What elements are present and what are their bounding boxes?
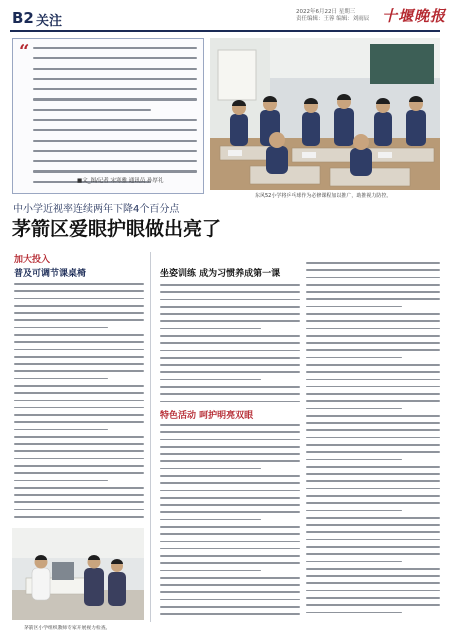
text-line [160,431,300,433]
text-line [33,98,197,100]
text-line [14,501,144,503]
text-line [306,488,440,490]
text-line [14,290,144,292]
text-line [160,386,300,388]
text-line [160,393,300,395]
text-line [160,570,261,572]
text-line [306,517,440,519]
text-line [14,312,144,314]
editor-line: 责任编辑：王蓉 编辑：刘雨辰 [296,16,370,22]
text-line [306,546,440,548]
text-line [33,170,197,172]
text-line [14,509,144,511]
text-line [160,541,300,543]
text-line [14,327,108,329]
text-line [306,451,440,453]
article-column-3 [306,262,440,619]
text-line [160,475,300,477]
text-line [160,371,300,373]
text-line [33,160,197,162]
text-line [306,335,440,337]
text-line [160,453,300,455]
text-line [14,298,144,300]
text-line [306,291,440,293]
text-line [160,313,300,315]
quote-icon: “ [19,41,30,62]
text-line [33,150,197,152]
page-number: B2 [12,9,34,27]
text-line [14,283,144,285]
editorial-text [33,47,197,191]
text-line [14,421,144,423]
text-line [160,584,300,586]
text-line [160,439,300,441]
text-line [306,328,440,330]
text-line [160,490,300,492]
text-line [306,590,440,592]
text-line [306,568,440,570]
text-line [160,497,300,499]
eye-exam-photo [12,528,144,620]
text-line [306,429,440,431]
text-line [306,277,440,279]
text-line [306,415,440,417]
article-column-1 [14,283,144,523]
text-line [33,119,197,121]
text-line [306,349,440,351]
masthead-logo: 十堰晚报 [382,7,447,25]
text-line [306,524,440,526]
article-column-2-top [160,284,300,408]
text-line [306,531,440,533]
text-line [306,320,440,322]
section-name: 关注 [36,14,63,29]
text-line [306,473,440,475]
text-line [14,407,144,409]
text-line [306,393,440,395]
text-line [14,349,144,351]
text-line [306,357,402,359]
text-line [306,262,440,264]
text-line [14,341,144,343]
byline: ■文_图/记者 宋寒雅 通讯员 孙厚礼 [77,178,164,184]
text-line [306,342,440,344]
text-line [160,555,300,557]
text-line [160,291,300,293]
text-line [160,306,300,308]
text-line [14,334,144,336]
text-line [160,364,300,366]
text-line [306,553,440,555]
text-line [160,519,261,521]
text-line [306,480,440,482]
text-line [14,392,144,394]
text-line [306,510,402,512]
text-line [160,284,300,286]
text-line [306,400,440,402]
editorial-box [12,38,204,194]
text-line [14,436,144,438]
text-line [33,129,197,131]
text-line [14,443,144,445]
section-heading-3: 特色活动 呵护明亮双眼 [160,411,254,421]
text-line [33,109,151,111]
article-column-2-bottom [160,424,300,621]
text-line [160,401,300,403]
text-line [160,606,300,608]
page-header [0,0,450,36]
text-line [14,370,144,372]
section-heading-2: 坐姿训练 成为习惯养成第一课 [160,269,281,279]
text-line [14,472,144,474]
text-line [306,575,440,577]
small-photo-caption: 茅箭区小学组织教师专家开展视力检查。 [24,626,111,631]
text-line [306,466,440,468]
text-line [306,539,440,541]
text-line [306,597,440,599]
text-line [160,482,300,484]
text-line [160,335,300,337]
date-line: 2022年6月22日 星期三 [296,9,356,15]
text-line [306,582,440,584]
text-line [160,460,300,462]
text-line [160,504,300,506]
text-line [160,320,300,322]
text-line [14,385,144,387]
text-line [33,78,197,80]
kicker-label: 加大投入 [14,255,51,265]
text-line [14,429,108,431]
text-line [306,408,402,410]
text-line [33,140,197,142]
photo-caption: 东风52小学将乒乓球作为必修课程加以推广，助推视力防控。 [255,193,392,199]
text-line [160,342,300,344]
text-line [306,298,440,300]
text-line [14,494,144,496]
text-line [14,319,144,321]
text-line [306,386,440,388]
text-line [14,458,144,460]
text-line [160,468,261,470]
text-line [160,299,300,301]
text-line [160,613,300,615]
text-line [33,57,197,59]
text-line [160,533,300,535]
text-line [306,364,440,366]
text-line [306,495,440,497]
text-line [306,379,440,381]
text-line [160,424,300,426]
text-line [33,88,197,90]
text-line [160,599,300,601]
text-line [160,328,261,330]
text-line [306,422,440,424]
text-line [14,378,108,380]
text-line [160,591,300,593]
header-rule [10,30,440,32]
text-line [306,306,402,308]
text-line [14,465,144,467]
text-line [306,561,402,563]
text-line [306,371,440,373]
text-line [306,437,440,439]
text-line [160,577,300,579]
text-line [14,450,144,452]
text-line [160,511,300,513]
column-divider [150,252,151,622]
text-line [160,357,300,359]
text-line [33,47,197,49]
text-line [14,487,144,489]
text-line [306,284,440,286]
text-line [160,379,261,381]
text-line [306,604,440,606]
headline: 茅箭区爱眼护眼做出亮了 [12,218,222,240]
text-line [160,350,300,352]
text-line [14,356,144,358]
text-line [160,526,300,528]
text-line [14,305,144,307]
text-line [14,400,144,402]
section-heading-1: 普及可调节课桌椅 [14,269,87,279]
text-line [160,548,300,550]
text-line [33,68,197,70]
classroom-photo [210,38,440,190]
text-line [160,446,300,448]
text-line [14,480,108,482]
subheadline: 中小学近视率连续两年下降4个百分点 [13,204,180,215]
text-line [14,363,144,365]
text-line [306,612,402,614]
text-line [306,269,440,271]
text-line [306,502,440,504]
text-line [160,562,300,564]
text-line [306,444,440,446]
text-line [14,516,144,518]
text-line [14,414,144,416]
text-line [306,313,440,315]
text-line [306,459,402,461]
